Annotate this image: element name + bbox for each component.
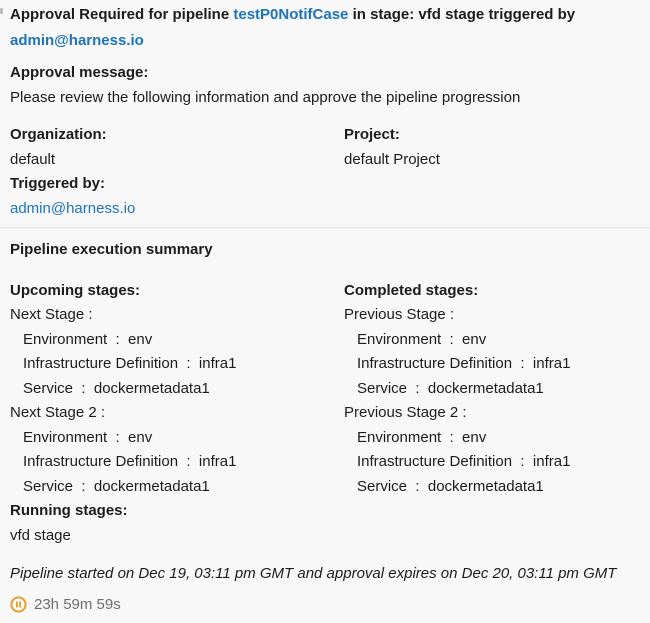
countdown-text: 23h 59m 59s	[34, 595, 121, 613]
countdown-row	[10, 595, 642, 615]
organization-label: Organization:	[10, 126, 107, 143]
running-stages-label: Running stages:	[10, 502, 128, 519]
triggered-by-header-link[interactable]: admin@harness.io	[10, 32, 144, 49]
stage-detail: Environment : env	[23, 330, 153, 348]
header-text-middle: in stage: vfd stage triggered by	[348, 6, 580, 23]
stage-name: Next Stage :	[10, 306, 93, 323]
upcoming-stages-column	[10, 279, 344, 500]
project-label: Project:	[344, 126, 400, 143]
completed-stages-label: Completed stages:	[344, 281, 479, 299]
section-divider	[0, 227, 650, 228]
project-value: default Project	[344, 150, 440, 168]
stage-detail: Environment : env	[357, 330, 487, 348]
stage-detail: Infrastructure Definition : infra1	[23, 453, 237, 470]
summary-title: Pipeline execution summary	[10, 241, 213, 258]
approval-message-text: Please review the following information and approve the pipeline progression	[10, 89, 521, 106]
fields-left-column	[10, 123, 344, 221]
running-stages-section	[10, 499, 642, 548]
left-edge-mark	[0, 8, 3, 14]
stage-detail: Service : dockermetadata1	[23, 379, 210, 397]
header-title	[10, 2, 642, 54]
stage-name: Previous Stage 2 :	[344, 404, 467, 421]
stage-detail: Service : dockermetadata1	[357, 477, 544, 495]
stage-detail: Service : dockermetadata1	[357, 379, 544, 397]
pipeline-timing-note: Pipeline started on Dec 19, 03:11 pm GMT and approval expires on Dec 20, 03:11 pm GMT	[10, 565, 617, 582]
stage-name: Next Stage 2 :	[10, 404, 106, 421]
organization-value: default	[10, 150, 56, 168]
pause-circle-icon	[10, 596, 27, 613]
fields-right-column	[344, 123, 642, 172]
stage-detail: Environment : env	[23, 428, 153, 446]
stage-detail: Infrastructure Definition : infra1	[23, 355, 237, 372]
running-stage-value: vfd stage	[10, 526, 71, 544]
upcoming-stages-label: Upcoming stages:	[10, 281, 141, 299]
fields-section	[10, 123, 642, 221]
approval-message-label: Approval message:	[10, 64, 149, 81]
header-text-prefix: Approval Required for pipeline	[10, 6, 234, 23]
stage-name: Previous Stage :	[344, 306, 455, 323]
stage-detail: Environment : env	[357, 428, 487, 446]
stage-detail: Infrastructure Definition : infra1	[357, 355, 571, 372]
triggered-by-link[interactable]: admin@harness.io	[10, 199, 136, 217]
stage-detail: Infrastructure Definition : infra1	[357, 453, 571, 470]
pipeline-link[interactable]: testP0NotifCase	[233, 6, 349, 23]
completed-stages-column	[344, 279, 642, 500]
stages-section	[10, 279, 642, 500]
triggered-by-label: Triggered by:	[10, 175, 106, 192]
stage-detail: Service : dockermetadata1	[23, 477, 210, 495]
approval-message-section	[10, 60, 642, 110]
